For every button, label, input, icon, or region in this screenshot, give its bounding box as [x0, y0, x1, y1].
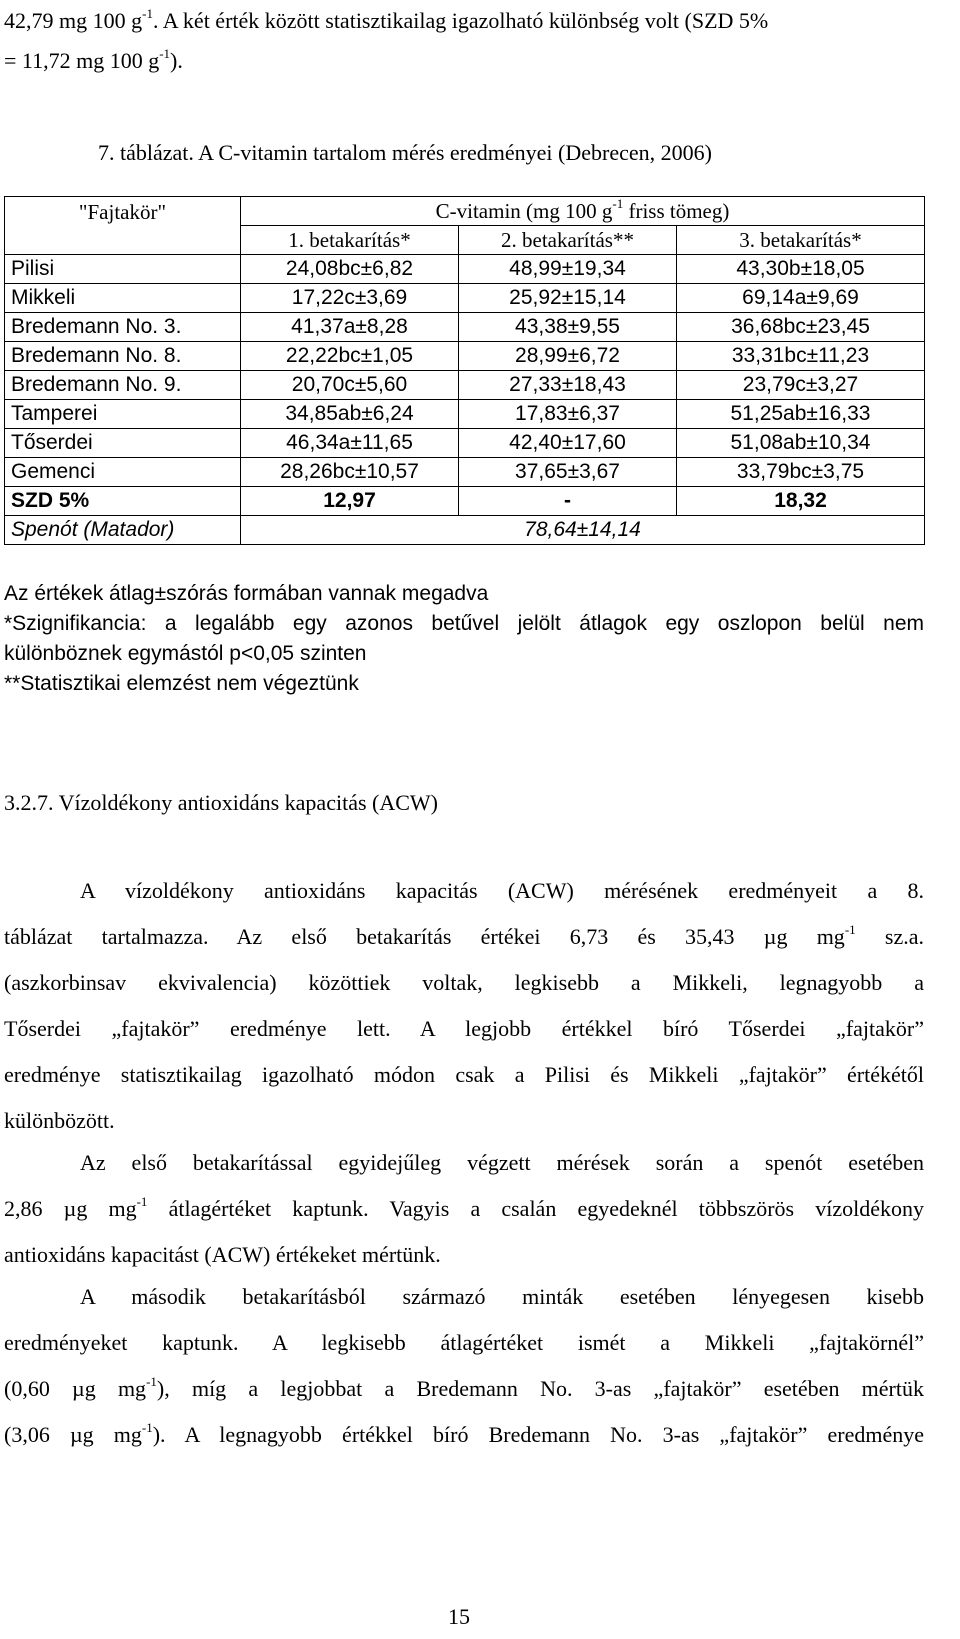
table-row — [5, 429, 925, 458]
row-name: Spenót (Matador) — [5, 516, 241, 545]
intro-text: 42,79 mg 100 g — [4, 8, 143, 33]
row-name: Bredemann No. 9. — [5, 371, 241, 400]
szd-row — [5, 487, 925, 516]
paragraph-line: Az első betakarítással egyidejűleg végzett mérések során a spenót esetében — [80, 1150, 924, 1175]
cell-value: 78,64±14,14 — [241, 516, 925, 545]
cell-value: - — [459, 487, 677, 516]
paragraph-line: táblázat tartalmazza. Az első betakarítás értékei 6,73 és 35,43 µg $mg^{-1}$ sz.a. — [4, 922, 924, 949]
paragraph-line: különbözött. — [4, 1108, 115, 1133]
table-header-row — [5, 197, 925, 226]
cell-value: 51,08ab±10,34 — [677, 429, 925, 458]
table-note: különböznek egymástól p<0,05 szinten — [4, 642, 367, 665]
cell-value: 51,25ab±16,33 — [677, 400, 925, 429]
row-name: Bredemann No. 8. — [5, 342, 241, 371]
table-note: **Statisztikai elemzést nem végeztünk — [4, 672, 359, 695]
cell-value: 69,14a±9,69 — [677, 284, 925, 313]
vitamin-c-table — [4, 196, 925, 545]
row-name: SZD 5% — [5, 487, 241, 516]
table-row — [5, 255, 925, 284]
paragraph-line: antioxidáns kapacitást (ACW) értékeket mértünk. — [4, 1242, 441, 1267]
cell-value: 43,30b±18,05 — [677, 255, 925, 284]
table-row — [5, 284, 925, 313]
superscript: -1 — [159, 46, 171, 61]
intro-line-1 — [4, 8, 768, 34]
intro-text: = 11,72 mg 100 g — [4, 48, 160, 73]
row-name: Gemenci — [5, 458, 241, 487]
paragraph-line: eredménye statisztikailag igazolható módon csak a Pilisi és Mikkeli „fajtakör” értékétől — [4, 1062, 924, 1087]
group-header-cell: C-vitamin (mg 100 $g^{-1}$ friss tömeg) — [241, 197, 925, 226]
row-name: Bredemann No. 3. — [5, 313, 241, 342]
row-name: Mikkeli — [5, 284, 241, 313]
cell-value: 48,99±19,34 — [459, 255, 677, 284]
cell-value: 36,68bc±23,45 — [677, 313, 925, 342]
cell-value: 22,22bc±1,05 — [241, 342, 459, 371]
cell-value: 25,92±15,14 — [459, 284, 677, 313]
table-row — [5, 313, 925, 342]
cell-value: 28,26bc±10,57 — [241, 458, 459, 487]
paragraph-line: Tőserdei „fajtakör” eredménye lett. A legjobb értékkel bíró Tőserdei „fajtakör” — [4, 1016, 924, 1041]
cell-value: 46,34a±11,65 — [241, 429, 459, 458]
cell-value: 28,99±6,72 — [459, 342, 677, 371]
paragraph-line: 2,86 µg $mg^{-1}$ átlagértéket kaptunk. Vagyis a csalán egyedeknél többszörös vízoldékony — [4, 1194, 924, 1221]
cell-value: 43,38±9,55 — [459, 313, 677, 342]
row-name: Pilisi — [5, 255, 241, 284]
paragraph-line: (0,60 µg $mg^{-1}$), míg a legjobbat a Bredemann No. 3-as „fajtakör” esetében mértük — [4, 1374, 924, 1401]
table-note: *Szignifikancia: a legalább egy azonos betűvel jelölt átlagok egy oszlopon belül nem — [4, 612, 924, 635]
cell-value: 24,08bc±6,82 — [241, 255, 459, 284]
row-name: Tamperei — [5, 400, 241, 429]
column-header: 1. betakarítás* — [241, 226, 459, 255]
row-name: Tőserdei — [5, 429, 241, 458]
cell-value: 17,83±6,37 — [459, 400, 677, 429]
intro-line-2 — [4, 48, 183, 74]
intro-text: . A két érték között statisztikailag igazolható különbség volt (SZD 5% — [152, 8, 769, 33]
table-caption: 7. táblázat. A C-vitamin tartalom mérés eredményei (Debrecen, 2006) — [98, 140, 712, 165]
table-row — [5, 371, 925, 400]
cell-value: 33,79bc±3,75 — [677, 458, 925, 487]
cell-value: 41,37a±8,28 — [241, 313, 459, 342]
cell-value: 17,22c±3,69 — [241, 284, 459, 313]
paragraph-line: A vízoldékony antioxidáns kapacitás (ACW) mérésének eredményeit a 8. — [80, 878, 924, 903]
table-note: Az értékek átlag±szórás formában vannak megadva — [4, 582, 489, 605]
cell-value: 42,40±17,60 — [459, 429, 677, 458]
paragraph-line: eredményeket kaptunk. A legkisebb átlagértéket ismét a Mikkeli „fajtakörnél” — [4, 1330, 924, 1355]
cell-value: 34,85ab±6,24 — [241, 400, 459, 429]
cell-value: 18,32 — [677, 487, 925, 516]
table-row — [5, 400, 925, 429]
cell-value: 20,70c±5,60 — [241, 371, 459, 400]
table-row — [5, 342, 925, 371]
spinach-row — [5, 516, 925, 545]
page-number: 15 — [448, 1604, 470, 1629]
paragraph-line: (aszkorbinsav ekvivalencia) közöttiek voltak, legkisebb a Mikkeli, legnagyobb a — [4, 970, 924, 995]
row-header-cell: "Fajtakör" — [5, 197, 241, 255]
cell-value: 37,65±3,67 — [459, 458, 677, 487]
intro-text: ). — [170, 48, 183, 73]
cell-value: 23,79c±3,27 — [677, 371, 925, 400]
cell-value: 33,31bc±11,23 — [677, 342, 925, 371]
table-row — [5, 458, 925, 487]
superscript: -1 — [142, 6, 153, 21]
paragraph-line: (3,06 µg $mg^{-1}$). A legnagyobb értékkel bíró Bredemann No. 3-as „fajtakör” eredménye — [4, 1420, 925, 1447]
cell-value: 27,33±18,43 — [459, 371, 677, 400]
section-heading: 3.2.7. Vízoldékony antioxidáns kapacitás (ACW) — [4, 790, 438, 815]
paragraph-line: A második betakarításból származó minták esetében lényegesen kisebb — [80, 1284, 924, 1309]
cell-value: 12,97 — [241, 487, 459, 516]
column-header: 3. betakarítás* — [677, 226, 925, 255]
column-header: 2. betakarítás** — [459, 226, 677, 255]
